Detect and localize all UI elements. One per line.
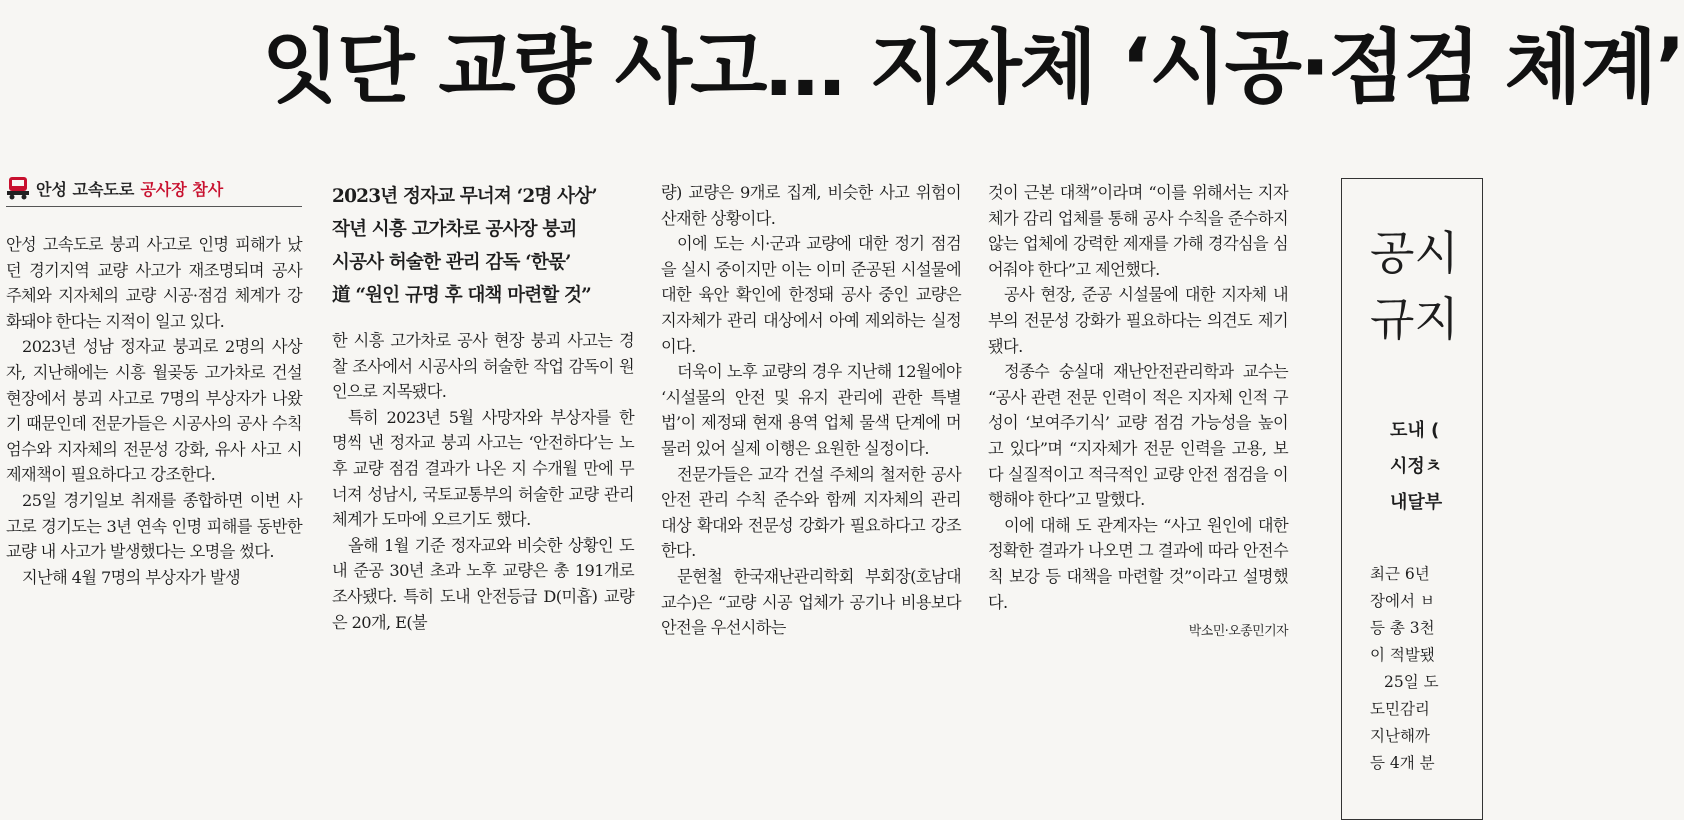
paragraph: 25일 경기일보 취재를 종합하면 이번 사고로 경기도는 3년 연속 인명 피해를 동반한 교량 내 사고가 발생했다는 오명을 썼다. <box>6 490 302 562</box>
sidebox-text-line: 지난해까 <box>1370 727 1430 745</box>
paragraph: 안성 고속도로 붕괴 사고로 인명 피해가 났던 경기지역 교량 사고가 재조명되며 공사 주체와 지자체의 교량 시공·점검 체계가 강화돼야 한다는 지적이 일고 있다. <box>6 235 302 331</box>
paragraph: 2023년 성남 정자교 붕괴로 2명의 사상자, 지난해에는 시흥 월곶동 고가차로 건설 현장에서 붕괴 사고로 7명의 부상자가 나왔기 때문인데 전문가들은 시공사의 공사 수칙 엄수와 지자체의 전문성 강화, 유사 사고 시 제재책이 필요하다고 강조한다. <box>6 337 302 485</box>
paragraph: 량) 교량은 9개로 집계, 비슷한 사고 위험이 산재한 상황이다. <box>661 183 961 228</box>
paragraph: 것이 근본 대책”이라며 “이를 위해서는 지자체가 감리 업체를 통해 공사 수칙을 준수하지 않는 업체에 강력한 제재를 가해 경각심을 심어줘야 한다”고 제언했다. <box>988 183 1288 279</box>
paragraph: 한 시흥 고가차로 공사 현장 붕괴 사고는 경찰 조사에서 시공사의 허술한 작업 감독이 원인으로 지목됐다. <box>332 331 634 402</box>
sidebox-text-line: 25일 도 <box>1384 673 1439 691</box>
sidebox-text-line: 이 적발됐 <box>1370 646 1435 664</box>
related-article-box <box>1341 178 1483 820</box>
warning-truck-icon <box>6 175 30 201</box>
paragraph: 정종수 숭실대 재난안전관리학과 교수는 “공사 관련 전문 인력이 적은 지자체 인적 구성이 ‘보여주기식’ 교량 점검 가능성을 높이고 있다”며 “지자체가 전문 인력을 고용, 보다 실질적이고 적극적인 교량 안전 점검을 이행해야 한다”고 말했다. <box>988 362 1288 510</box>
sidebox-subhead-line: 내달부 <box>1390 492 1443 513</box>
paragraph: 지난해 4월 7명의 부상자가 발생 <box>22 567 241 587</box>
paragraph: 이에 대해 도 관계자는 “사고 원인에 대한 정확한 결과가 나오면 그 결과에 따라 안전수칙 보강 등 대책을 마련할 것”이라고 설명했다. <box>988 515 1288 612</box>
column-3 <box>661 180 961 641</box>
subhead-line: 시공사 허술한 관리 감독 ‘한몫’ <box>332 252 571 273</box>
sidebox-text-line: 도민감리 <box>1370 700 1430 718</box>
column-4 <box>988 180 1288 645</box>
subhead-line: 작년 시흥 고가차로 공사장 붕괴 <box>332 219 577 240</box>
paragraph: 더욱이 노후 교량의 경우 지난해 12월에야 ‘시설물의 안전 및 유지 관리에 관한 특별법’이 제정돼 현재 용역 업체 물색 단계에 머물러 있어 실제 이행은 요원한 실정이다. <box>661 362 961 458</box>
paragraph: 문현철 한국재난관리학회 부회장(호남대 교수)은 “교량 시공 업체가 공기나 비용보다 안전을 우선시하는 <box>661 566 961 638</box>
paragraph: 이에 도는 시·군과 교량에 대한 정기 점검을 실시 중이지만 이는 이미 준공된 시설물에 대한 육안 확인에 한정돼 공사 중인 교량은 지자체가 관리 대상에서 아예 제외하는 실정이다. <box>661 234 961 356</box>
paragraph: 전문가들은 교각 건설 주체의 철저한 공사 안전 관리 수칙 준수와 함께 지자체의 관리 대상 확대와 전문성 강화가 필요하다고 강조한다. <box>661 464 961 561</box>
headline: 잇단 교량 사고… 지자체 ‘시공·점검 체계’ <box>262 21 1684 114</box>
paragraph: 공사 현장, 준공 시설물에 대한 지자체 내부의 전문성 강화가 필요하다는 의견도 제기됐다. <box>988 285 1288 356</box>
tag-location: 안성 고속도로 <box>36 179 135 199</box>
sidebox-title-line: 규지 <box>1370 292 1459 346</box>
sidebox-subhead-line: 도내 ( <box>1390 420 1440 441</box>
tag-topic: 공사장 참사 <box>140 179 224 199</box>
subhead-line: 2023년 정자교 무너져 ‘2명 사상’ <box>332 186 597 207</box>
sidebox-title-line: 공시 <box>1370 226 1459 280</box>
subhead-line: 道 “원인 규명 후 대책 마련할 것” <box>332 285 592 306</box>
sidebox-text-line: 등 총 3천 <box>1370 619 1435 637</box>
sidebox-subhead-line: 시정ㅊ <box>1390 456 1443 477</box>
sidebox-text-line: 최근 6년 <box>1370 565 1430 583</box>
paragraph: 특히 2023년 5월 사망자와 부상자를 한 명씩 낸 정자교 붕괴 사고는 ‘안전하다’는 노후 교량 점검 결과가 나온 지 수개월 만에 무너져 성남시, 국토교통부의 허술한 교량 관리 체계가 도마에 오르기도 했다. <box>332 407 634 530</box>
section-tag <box>6 170 302 207</box>
column-2 <box>332 180 634 635</box>
sidebox-text-line: 장에서 ㅂ <box>1370 592 1435 610</box>
paragraph: 올해 1월 기준 정자교와 비슷한 상황인 도내 준공 30년 초과 노후 교량은 총 191개로 조사됐다. 특히 도내 안전등급 D(미흡) 교량은 20개, E(불 <box>332 535 634 632</box>
byline: 박소민·오종민기자 <box>1188 624 1288 640</box>
sidebox-text-line: 등 4개 분 <box>1370 754 1435 772</box>
